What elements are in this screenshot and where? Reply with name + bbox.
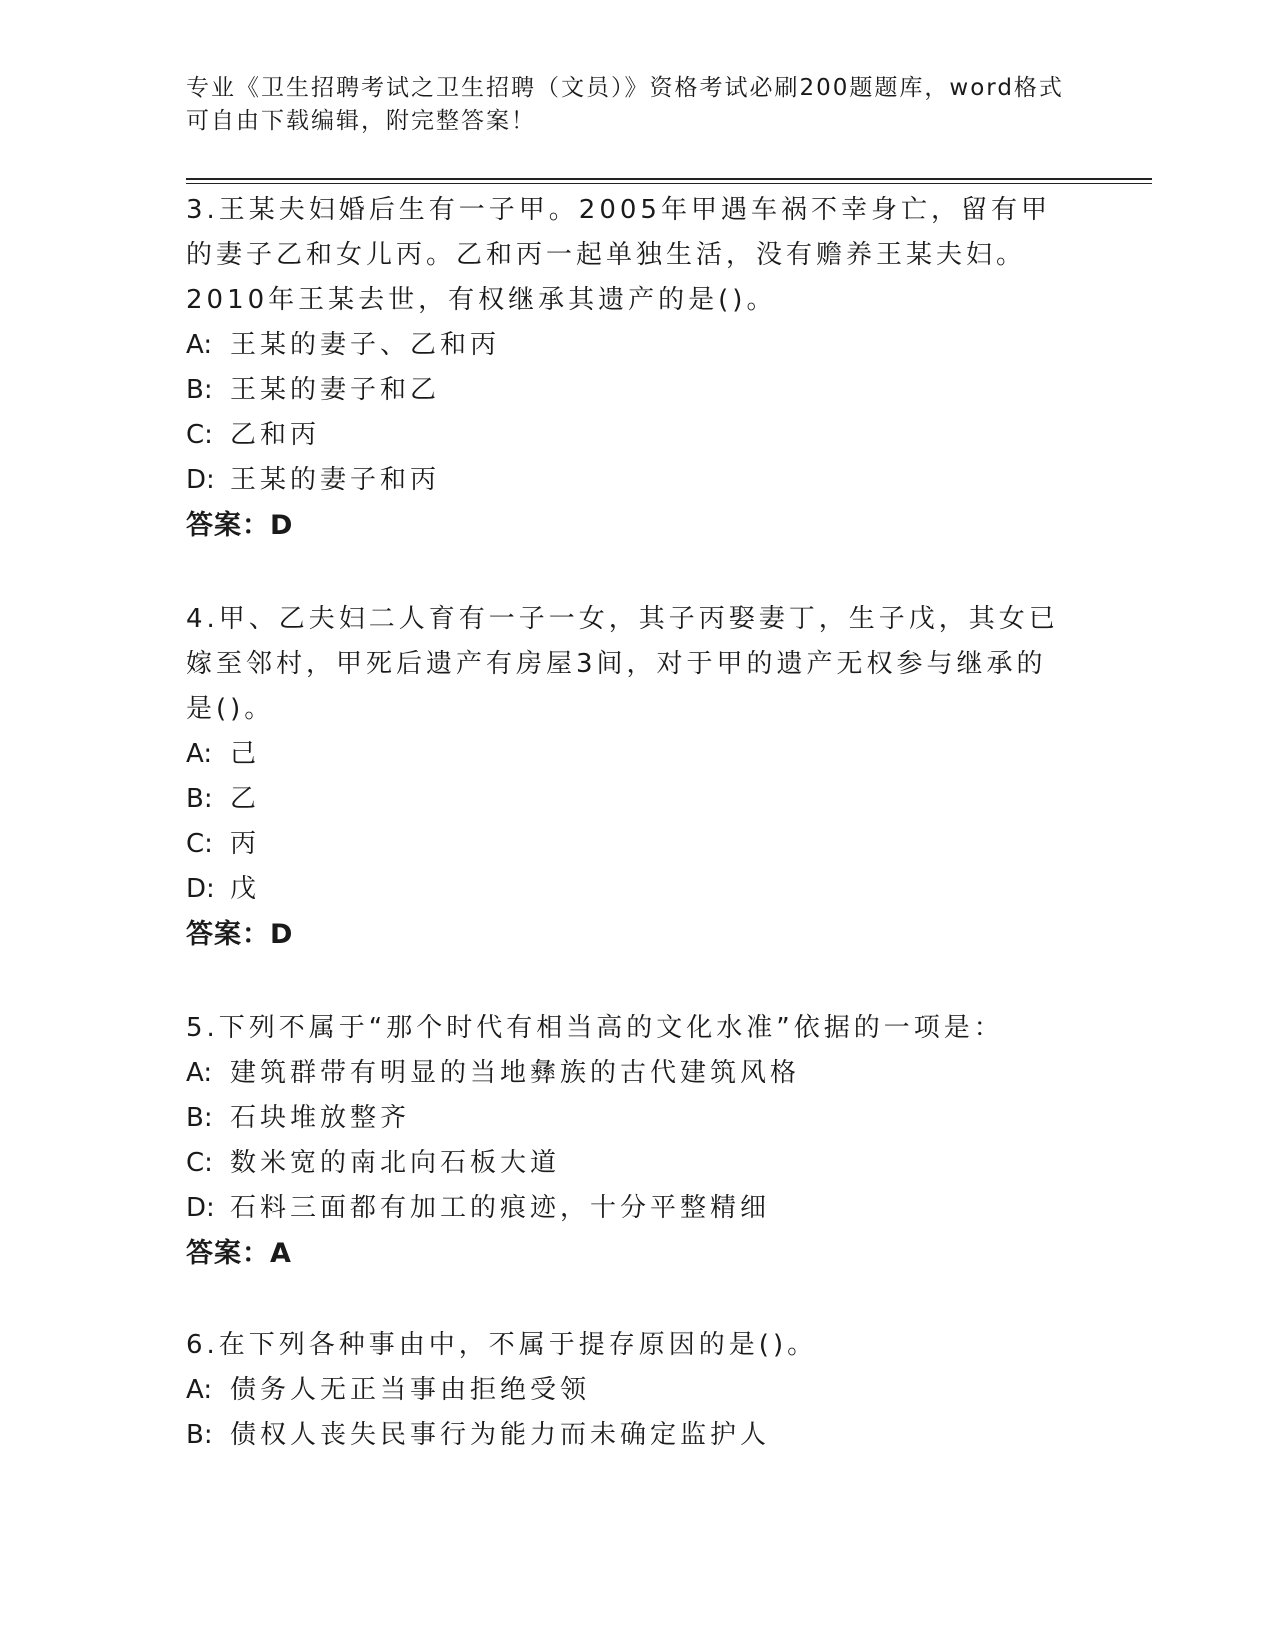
header-title-line-2: 可自由下载编辑，附完整答案！ [186,108,536,134]
question-stem: 4.甲、乙夫妇二人育有一子一女，其子丙娶妻丁，生子戊，其女已嫁至邻村，甲死后遗产有房屋3间，对于甲的遗产无权参与继承的是()。 [186,604,1059,724]
option-a [186,323,1066,368]
option-c [186,822,1066,867]
option-key: A: [186,1058,213,1088]
question-6 [186,1323,1066,1458]
option-key: A: [186,739,213,769]
option-text: 王某的妻子和丙 [230,465,441,495]
option-text: 丙 [230,829,261,859]
option-a [186,1368,1066,1413]
option-text: 乙 [230,784,261,814]
option-a [186,732,1066,777]
option-key: B: [186,784,213,814]
question-5 [186,1006,1066,1276]
option-text: 债权人丧失民事行为能力而未确定监护人 [230,1420,771,1450]
option-text: 债务人无正当事由拒绝受领 [230,1375,591,1405]
question-3 [186,188,1066,548]
option-key: D: [186,465,215,495]
option-text: 数米宽的南北向石板大道 [230,1148,561,1178]
question-stem: 6.在下列各种事由中，不属于提存原因的是()。 [186,1330,818,1360]
option-key: C: [186,420,213,450]
option-key: B: [186,375,213,405]
option-d [186,458,1066,503]
document-header [186,72,1086,138]
answer-label: 答案：A [186,1238,292,1269]
option-key: B: [186,1420,213,1450]
option-text: 王某的妻子、乙和丙 [230,330,501,360]
option-key: A: [186,1375,213,1405]
answer-label: 答案：D [186,919,294,950]
option-b [186,1096,1066,1141]
option-text: 乙和丙 [230,420,321,450]
option-text: 戊 [230,874,261,904]
option-key: D: [186,1193,215,1223]
option-key: C: [186,1148,213,1178]
question-stem: 3.王某夫妇婚后生有一子甲。2005年甲遇车祸不幸身亡，留有甲的妻子乙和女儿丙。乙和丙一起单独生活，没有赡养王某夫妇。2010年王某去世，有权继承其遗产的是()。 [186,195,1051,315]
option-d [186,1186,1066,1231]
header-divider-thin [186,183,1152,184]
option-b [186,1413,1066,1458]
question-stem: 5.下列不属于“那个时代有相当高的文化水准”依据的一项是： [186,1013,1004,1043]
option-key: C: [186,829,213,859]
option-key: A: [186,330,213,360]
option-c [186,1141,1066,1186]
option-key: D: [186,874,215,904]
option-b [186,777,1066,822]
option-a [186,1051,1066,1096]
option-key: B: [186,1103,213,1133]
header-divider-thick [186,178,1152,180]
option-text: 建筑群带有明显的当地彝族的古代建筑风格 [230,1058,801,1088]
option-b [186,368,1066,413]
option-c [186,413,1066,458]
option-text: 王某的妻子和乙 [230,375,441,405]
option-d [186,867,1066,912]
option-text: 己 [230,739,261,769]
question-4 [186,597,1066,957]
answer-label: 答案：D [186,510,294,541]
option-text: 石料三面都有加工的痕迹，十分平整精细 [230,1193,771,1223]
header-title-line-1: 专业《卫生招聘考试之卫生招聘（文员）》资格考试必刷200题题库，word格式 [186,75,1064,101]
option-text: 石块堆放整齐 [230,1103,411,1133]
